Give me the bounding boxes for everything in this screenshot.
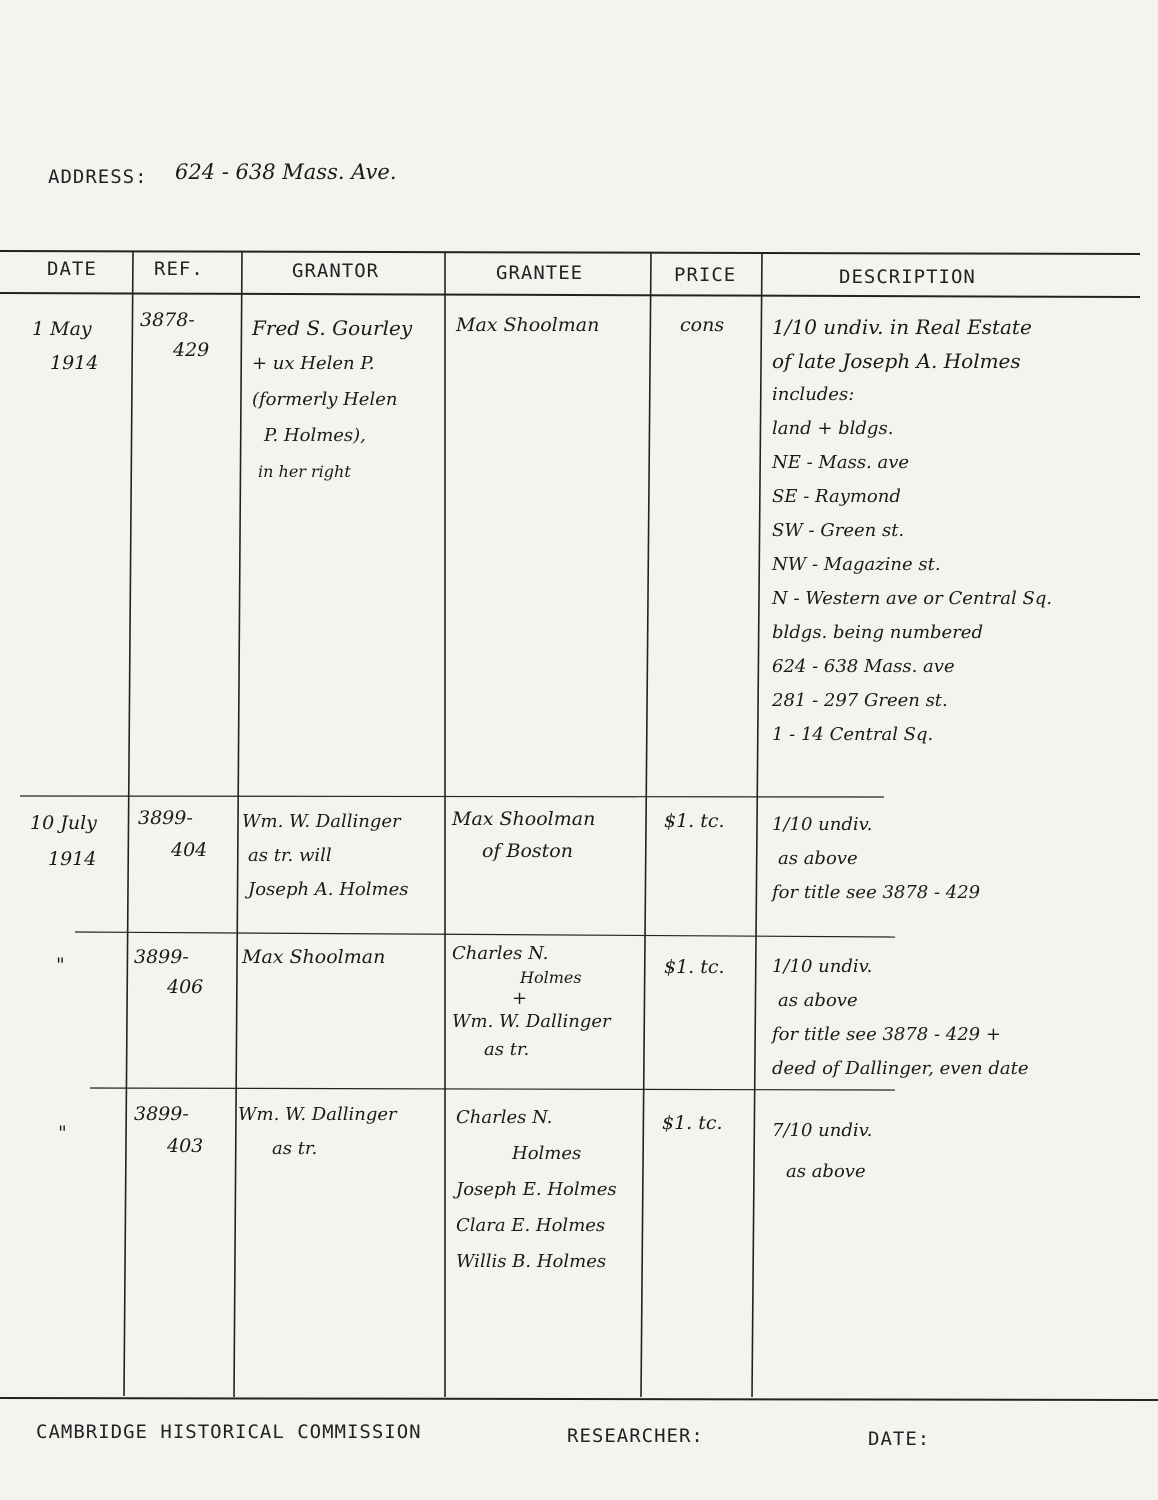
date-cell [58,1116,67,1150]
ref-line: 3899- [134,946,189,968]
ref-line: 404 [171,839,208,861]
date-label: DATE: [868,1428,931,1450]
date-line: 1914 [50,352,99,374]
grantor-cell [242,942,385,972]
description-cell [772,808,980,910]
grantee-line: Holmes [512,1143,582,1164]
grantor-line: (formerly Helen [252,389,398,410]
grantee-cell [456,1100,617,1280]
grantee-line: as tr. [484,1039,530,1060]
description-line: as above [778,990,858,1011]
description-line: 1/10 undiv. [772,956,873,977]
grantor-line: in her right [258,462,351,481]
description-line: of late Joseph A. Holmes [772,349,1021,373]
column-header-price: PRICE [674,264,737,286]
grantor-line: Wm. W. Dallinger [238,1104,397,1125]
date-line: 1914 [48,848,97,870]
description-line: 281 - 297 Green st. [772,690,948,711]
date-cell [30,805,97,877]
description-line: NE - Mass. ave [772,452,910,473]
grantor-line: Fred S. Gourley [252,316,413,340]
description-cell [772,1114,872,1196]
price-cell [662,1108,723,1138]
grantee-line: Max Shoolman [456,314,600,336]
address-value: 624 - 638 Mass. Ave. [175,160,397,184]
description-line: 7/10 undiv. [772,1120,873,1141]
description-line: 1 - 14 Central Sq. [772,724,934,745]
grantee-line: Holmes [520,968,582,987]
grantor-line: P. Holmes), [264,425,366,446]
grantee-cell [456,310,599,340]
grantee-line: Max Shoolman [452,808,596,830]
column-header-description: DESCRIPTION [839,266,976,288]
description-line: includes: [772,384,855,405]
date-cell [56,948,65,982]
description-line: as above [786,1161,866,1182]
price-line: $1. tc. [662,1112,723,1134]
description-line: NW - Magazine st. [772,554,941,575]
description-cell [772,310,1052,752]
grantor-line: Max Shoolman [242,946,386,968]
price-cell [680,310,724,340]
ref-cell [138,802,207,866]
description-line: bldgs. being numbered [772,622,983,643]
ref-line: 406 [167,976,204,998]
grantee-line: Charles N. [456,1107,553,1128]
price-cell [664,806,725,836]
grantee-line: Wm. W. Dallinger [452,1011,611,1032]
grantee-cell [452,803,595,867]
ref-line: 3899- [134,1103,189,1125]
description-cell [772,950,1029,1086]
description-line: as above [778,848,858,869]
grantee-line: Joseph E. Holmes [456,1179,617,1200]
date-line: 10 July [30,812,97,834]
ref-line: 403 [167,1135,204,1157]
researcher-label: RESEARCHER: [567,1425,704,1447]
date-line: 1 May [32,318,92,340]
ref-line: 3878- [140,309,195,331]
ref-line: 429 [173,339,210,361]
description-line: N - Western ave or Central Sq. [772,588,1053,609]
grantor-line: as tr. will [248,845,332,866]
price-line: $1. tc. [664,810,725,832]
ref-cell [140,305,209,365]
date-line: " [58,1122,67,1144]
ref-cell [134,942,203,1002]
description-line: SW - Green st. [772,520,905,541]
grantor-line: Joseph A. Holmes [248,879,409,900]
price-line: cons [680,314,725,336]
organization-name: CAMBRIDGE HISTORICAL COMMISSION [36,1421,422,1443]
grantor-cell [252,310,412,490]
description-line: land + bldgs. [772,418,894,439]
grantor-line: as tr. [272,1138,318,1159]
grantee-line: Clara E. Holmes [456,1215,606,1236]
column-header-grantor: GRANTOR [292,260,380,282]
date-cell [32,312,98,380]
description-line: for title see 3878 - 429 + [772,1024,1001,1045]
grantee-line: Willis B. Holmes [456,1251,607,1272]
grantee-line: Charles N. [452,943,549,964]
grantor-line: Wm. W. Dallinger [242,811,401,832]
description-line: SE - Raymond [772,486,901,507]
ref-cell [134,1098,203,1162]
description-line: for title see 3878 - 429 [772,882,981,903]
description-line: 1/10 undiv. in Real Estate [772,315,1032,339]
date-line: " [56,954,65,976]
grantee-line: of Boston [482,840,573,862]
address-label: ADDRESS: [48,166,148,188]
price-line: $1. tc. [664,956,725,978]
grantor-cell [238,1098,397,1166]
price-cell [664,952,725,982]
column-header-date: DATE [47,258,97,280]
grantee-cell [452,942,611,1064]
description-line: deed of Dallinger, even date [772,1058,1029,1079]
column-header-grantee: GRANTEE [496,262,584,284]
column-header-ref: REF. [154,258,204,280]
grantor-cell [242,805,408,907]
description-line: 624 - 638 Mass. ave [772,656,955,677]
description-line: 1/10 undiv. [772,814,873,835]
grantee-line: + [512,988,528,1009]
grantor-line: + ux Helen P. [252,353,375,374]
ref-line: 3899- [138,807,193,829]
